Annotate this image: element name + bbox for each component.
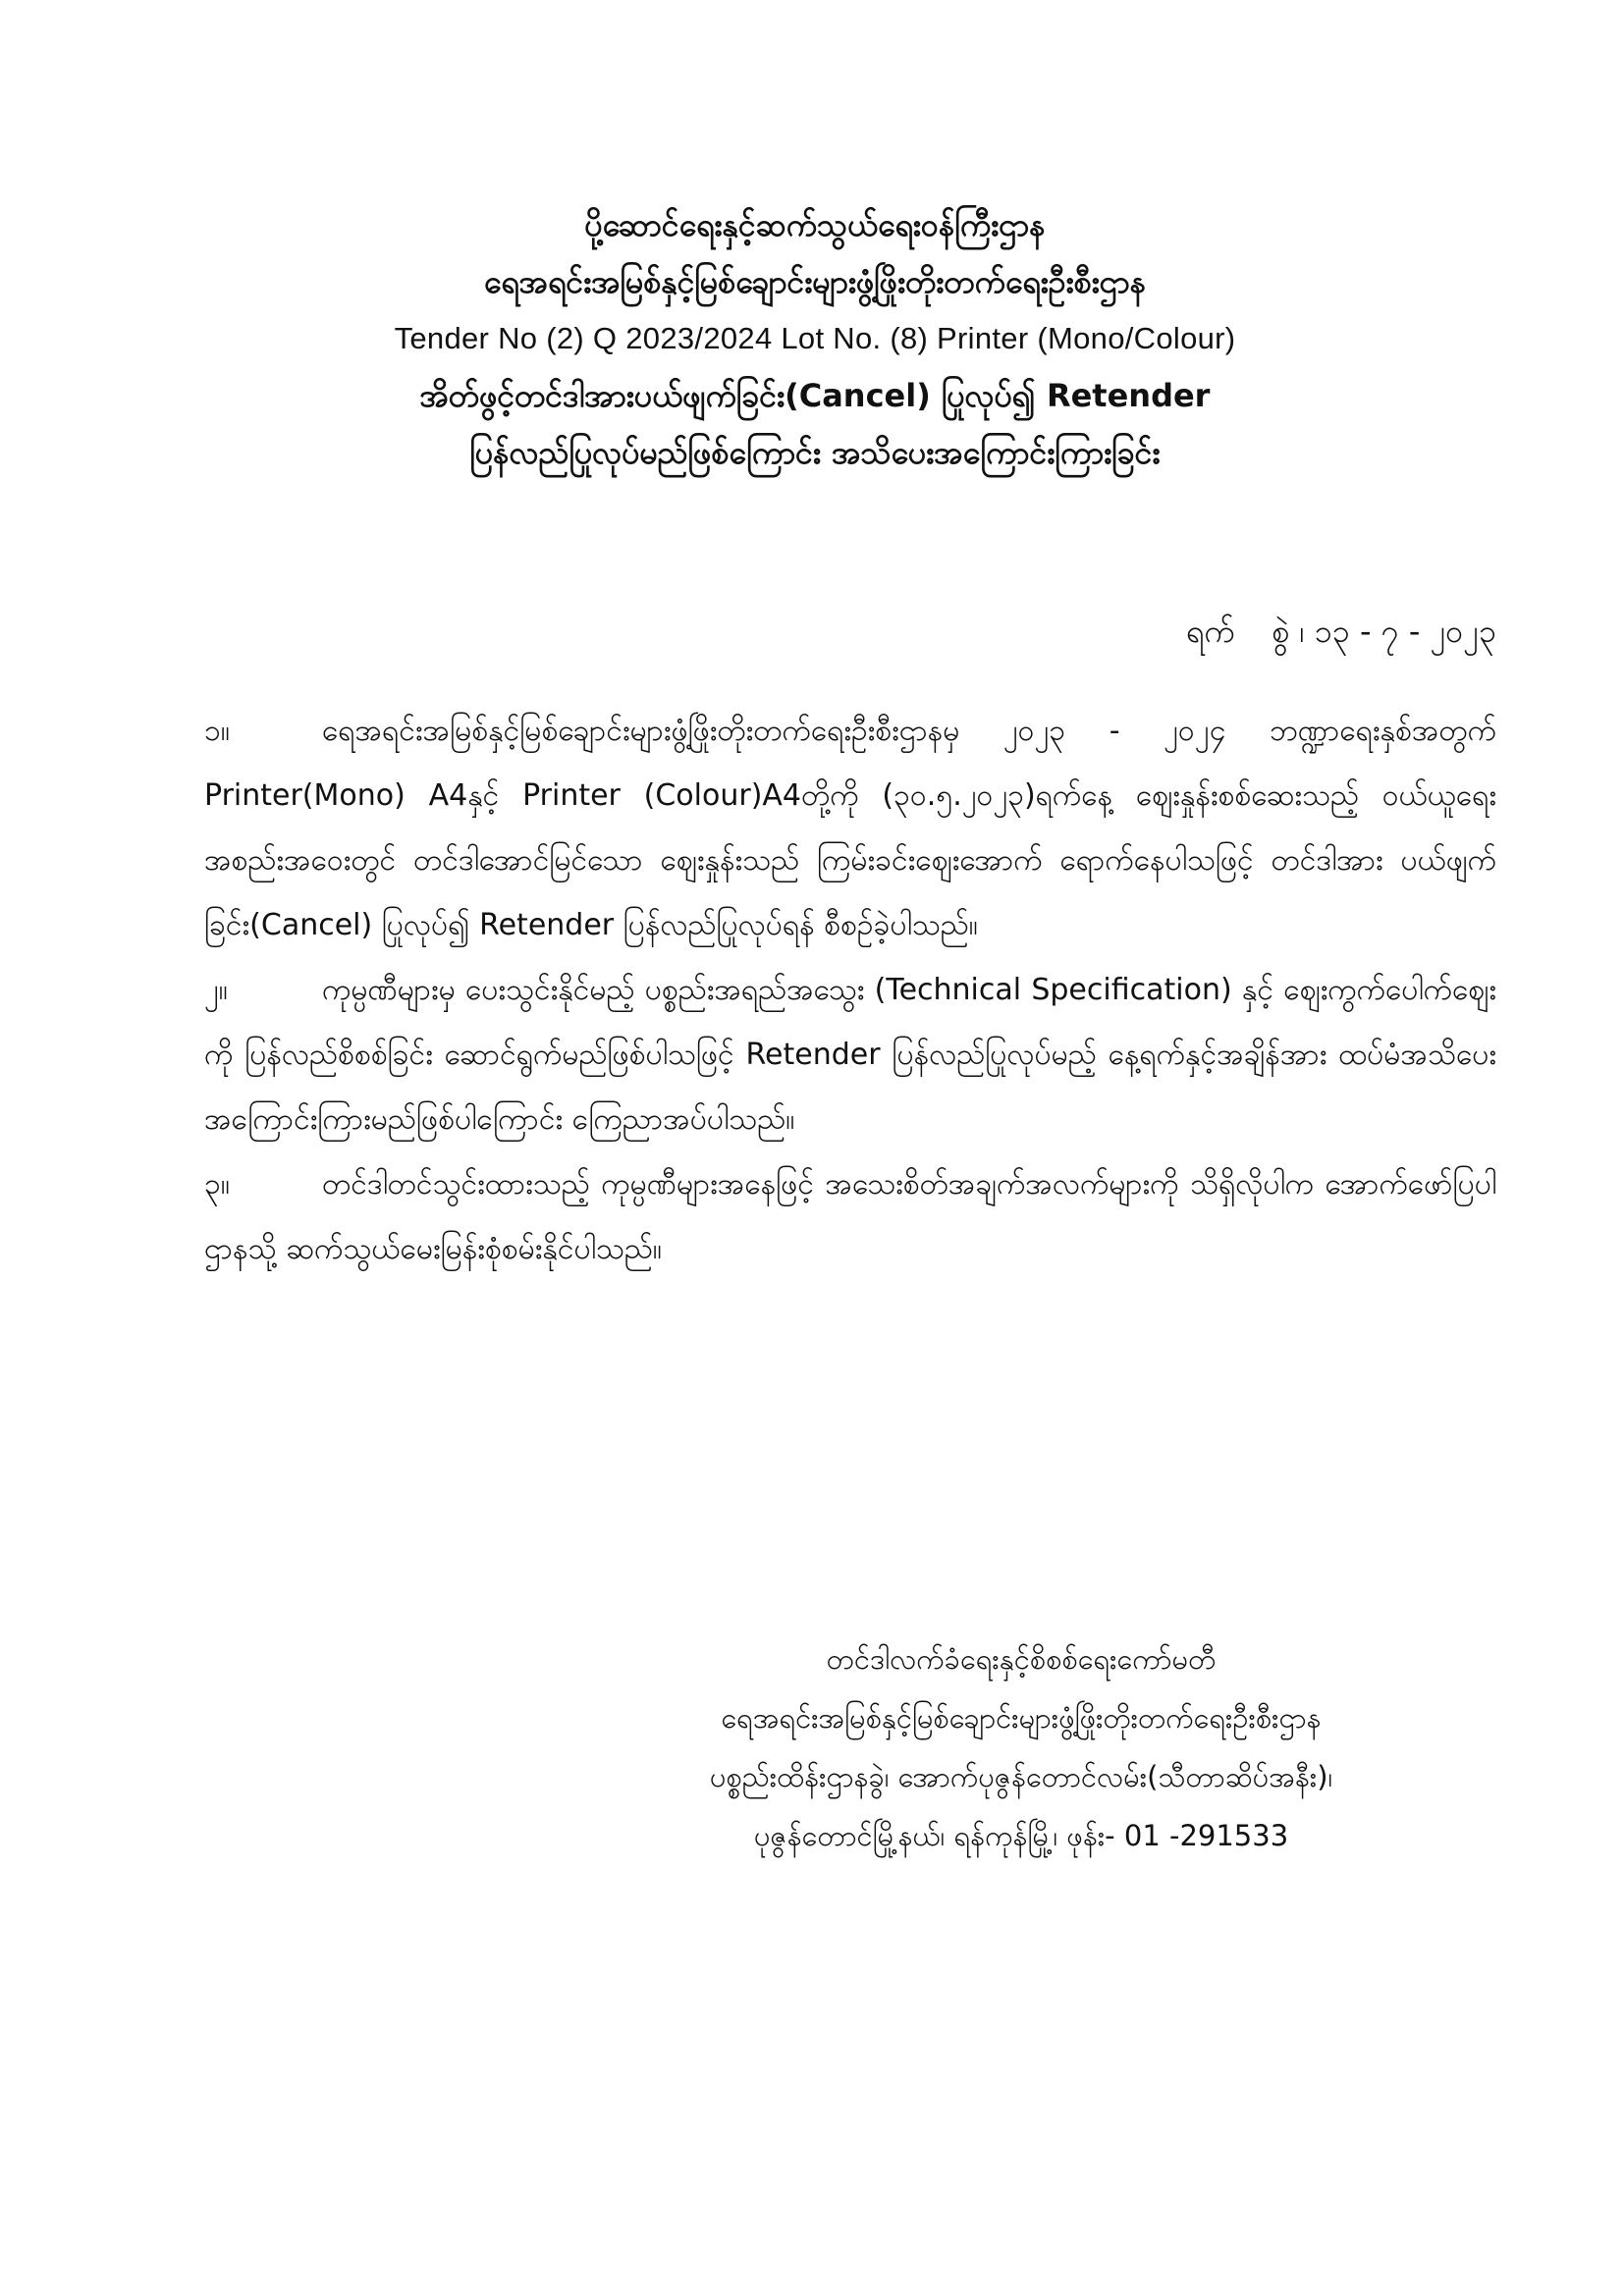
date-label: ရက်	[1185, 613, 1235, 650]
ministry-title: ပို့ဆောင်ရေးနှင့်ဆက်သွယ်ရေးဝန်ကြီးဌာန	[584, 206, 1046, 243]
signature-department: ရေအရင်းအမြစ်နှင့်မြစ်ချောင်းများဖွံ့ဖြိုးတိုးတက်ရေးဦးစီးဌာန	[721, 1701, 1322, 1735]
paragraph-number: ၂။	[204, 973, 228, 1007]
paragraph-text: ကုမ္ပဏီများမှ ပေးသွင်းနိုင်မည့် ပစ္စည်းအရည်အသွေး (Technical Specification) နှင့် ဈေးကွက်ပေါက်ဈေးကို ပြန်လည်စိစစ်ခြင်း ဆောင်ရွက်မည်ဖြစ်ပါသဖြင့် Retender ပြန်လည်ပြုလုပ်မည့် နေ့ရက်နှင့်အချိန်အား ထပ်မံအသိပေး အကြောင်းကြားမည်ဖြစ်ပါကြောင်း ကြေညာအပ်ပါသည်။	[204, 973, 1496, 1137]
paragraph-text: ရေအရင်းအမြစ်နှင့်မြစ်ချောင်းများဖွံ့ဖြိုးတိုးတက်ရေးဦးစီးဌာနမှ ၂၀၂၃ - ၂၀၂၄ ဘဏ္ဍာရေးနှစ်အတွက် Printer(Mono) A4နှင့် Printer (Colour)A4တို့ကို (၃၀.၅.၂၀၂၃)ရက်နေ့ ဈေးနှုန်းစစ်ဆေးသည့် ဝယ်ယူရေးအစည်းအဝေးတွင် တင်ဒါအောင်မြင်သော ဈေးနှုန်းသည် ကြမ်းခင်းဈေးအောက် ရောက်နေပါသဖြင့် တင်ဒါအား ပယ်ဖျက်ခြင်း(Cancel) ပြုလုပ်၍ Retender ပြန်လည်ပြုလုပ်ရန် စီစဉ်ခဲ့ပါသည်။	[204, 714, 1496, 942]
date-value: စွဲ ၊ ၁၃ - ၇ - ၂၀၂၃	[1272, 613, 1496, 650]
paragraph-number: ၃။	[204, 1167, 230, 1201]
document-header	[196, 196, 1434, 481]
paragraph-2	[204, 958, 1496, 1152]
subject-line-2: ပြန်လည်ပြုလုပ်မည်ဖြစ်ကြောင်း အသိပေးအကြောင်းကြားခြင်း	[469, 434, 1161, 471]
paragraph-text: တင်ဒါတင်သွင်းထားသည့် ကုမ္ပဏီများအနေဖြင့် အသေးစိတ်အချက်အလက်များကို သိရှိလိုပါက အောက်ဖော်ပြပါဌာနသို့ ဆက်သွယ်မေးမြန်းစုံစမ်းနိုင်ပါသည်။	[204, 1167, 1496, 1266]
document-date	[1186, 607, 1496, 656]
signature-block	[550, 1629, 1492, 1865]
signature-address: ပစ္စည်းထိန်းဌာနခွဲ၊ အောက်ပုဇွန်တောင်လမ်း(သီတာဆိပ်အနီး)၊	[709, 1760, 1333, 1793]
paragraph-1	[204, 699, 1496, 958]
committee-name: တင်ဒါလက်ခံရေးနှင့်စိစစ်ရေးကော်မတီ	[826, 1642, 1217, 1676]
subject-line-1: အိတ်ဖွင့်တင်ဒါအားပယ်ဖျက်ခြင်း(Cancel) ပြုလုပ်၍ Retender	[419, 377, 1211, 414]
department-title: ရေအရင်းအမြစ်နှင့်မြစ်ချောင်းများဖွံ့ဖြိုးတိုးတက်ရေးဦးစီးဌာန	[483, 263, 1147, 300]
paragraph-number: ၁။	[204, 714, 230, 748]
tender-reference: Tender No (2) Q 2023/2024 Lot No. (8) Printer (Mono/Colour)	[394, 321, 1236, 355]
signature-contact: ပုဇွန်တောင်မြို့နယ်၊ ရန်ကုန်မြို့၊ ဖုန်း- 01 -291533	[753, 1819, 1289, 1852]
paragraph-3	[204, 1152, 1496, 1282]
document-body	[204, 699, 1496, 1282]
